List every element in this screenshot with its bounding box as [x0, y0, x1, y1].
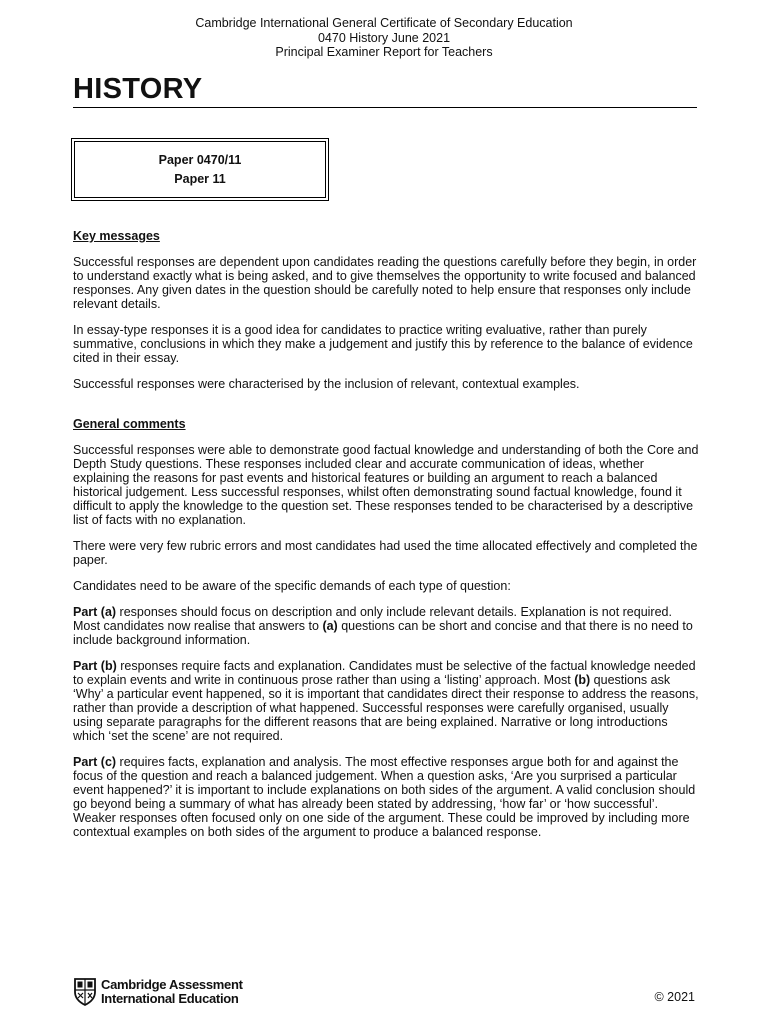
paper-info-box [71, 138, 329, 201]
logo-line-1: Cambridge Assessment [101, 976, 243, 992]
general-comments-paragraph: Candidates need to be aware of the specific demands of each type of question: [73, 579, 511, 593]
key-messages-paragraph: Successful responses are dependent upon candidates reading the questions carefully before they begin, in order to understand exactly what is being asked, and to give themselves the opportunity to write focused and balanced responses. Any given dates in the question should be carefully noted to help ensure that responses only include relevant details. [73, 255, 697, 311]
paper-code: Paper 0470/11 [158, 153, 242, 167]
title-divider [73, 107, 697, 108]
key-messages-heading: Key messages [73, 229, 160, 243]
copyright-notice: © 2021 [654, 990, 695, 1004]
part-a-label: Part (a) [73, 605, 117, 619]
paper-number: Paper 11 [174, 172, 226, 186]
shield-icon [73, 977, 97, 1006]
header-report-type: Principal Examiner Report for Teachers [275, 45, 493, 59]
part-c-label: Part (c) [73, 755, 117, 769]
key-messages-paragraph: In essay-type responses it is a good idea for candidates to practice writing evaluative, rather than purely summative, conclusions in which they make a judgement and justify this by reference to the balance of evidence cited in their essay. [73, 323, 693, 365]
key-messages-paragraph: Successful responses were characterised by the inclusion of relevant, contextual examples. [73, 377, 580, 391]
page-title: HISTORY [73, 73, 203, 105]
logo-line-2: International Education [101, 990, 239, 1006]
part-b-label: Part (b) [73, 659, 117, 673]
general-comments-paragraph: There were very few rubric errors and most candidates had used the time allocated effectively and completed the paper. [73, 539, 698, 567]
general-comments-heading: General comments [73, 417, 186, 431]
header-qualification: Cambridge International General Certificate of Secondary Education [195, 16, 573, 30]
report-body [73, 229, 699, 851]
part-a-paragraph: Part (a) responses should focus on description and only include relevant details. Explanation is not required. Most candidates now realise that answers to (a) questions can be short and concise and that there is no need to include background information. [73, 605, 693, 647]
cambridge-logo [73, 977, 243, 1006]
page-header [0, 16, 768, 60]
part-c-paragraph: Part (c) requires facts, explanation and analysis. The most effective responses argue both for and against the focus of the question and reach a balanced judgement. When a question asks, ‘Are you surprised a particular event happened?’ it is important to include explanations on both sides of the argument. A valid conclusion should go beyond being a summary of what has already been stated by addressing, ‘how far’ or ‘how successful’. Weaker responses often focused only on one side of the argument. These could be improved by including more contextual examples on both sides of the argument to produce a balanced response. [73, 755, 696, 839]
header-syllabus: 0470 History June 2021 [317, 30, 451, 45]
general-comments-paragraph: Successful responses were able to demonstrate good factual knowledge and understanding of both the Core and Depth Study questions. These responses included clear and accurate communication of ideas, whether explaining the reasons for past events and historical features or building an argument to reach a balanced historical judgement. Less successful responses, whilst often demonstrating sound factual knowledge, found it difficult to apply the knowledge to the question set. These responses tended to be characterised by a descriptive list of facts with no explanation. [73, 443, 699, 527]
part-b-paragraph: Part (b) responses require facts and explanation. Candidates must be selective of the factual knowledge needed to explain events and write in continuous prose rather than using a ‘listing’ approach. Most (b) questions ask ‘Why’ a particular event happened, so it is important that candidates direct their response to address the reasons, rather than provide a description of what happened. Successful responses were carefully organised, usually using separate paragraphs for the different reasons that are being explained. Narrative or long introductions which ‘set the scene’ are not required. [73, 659, 699, 743]
